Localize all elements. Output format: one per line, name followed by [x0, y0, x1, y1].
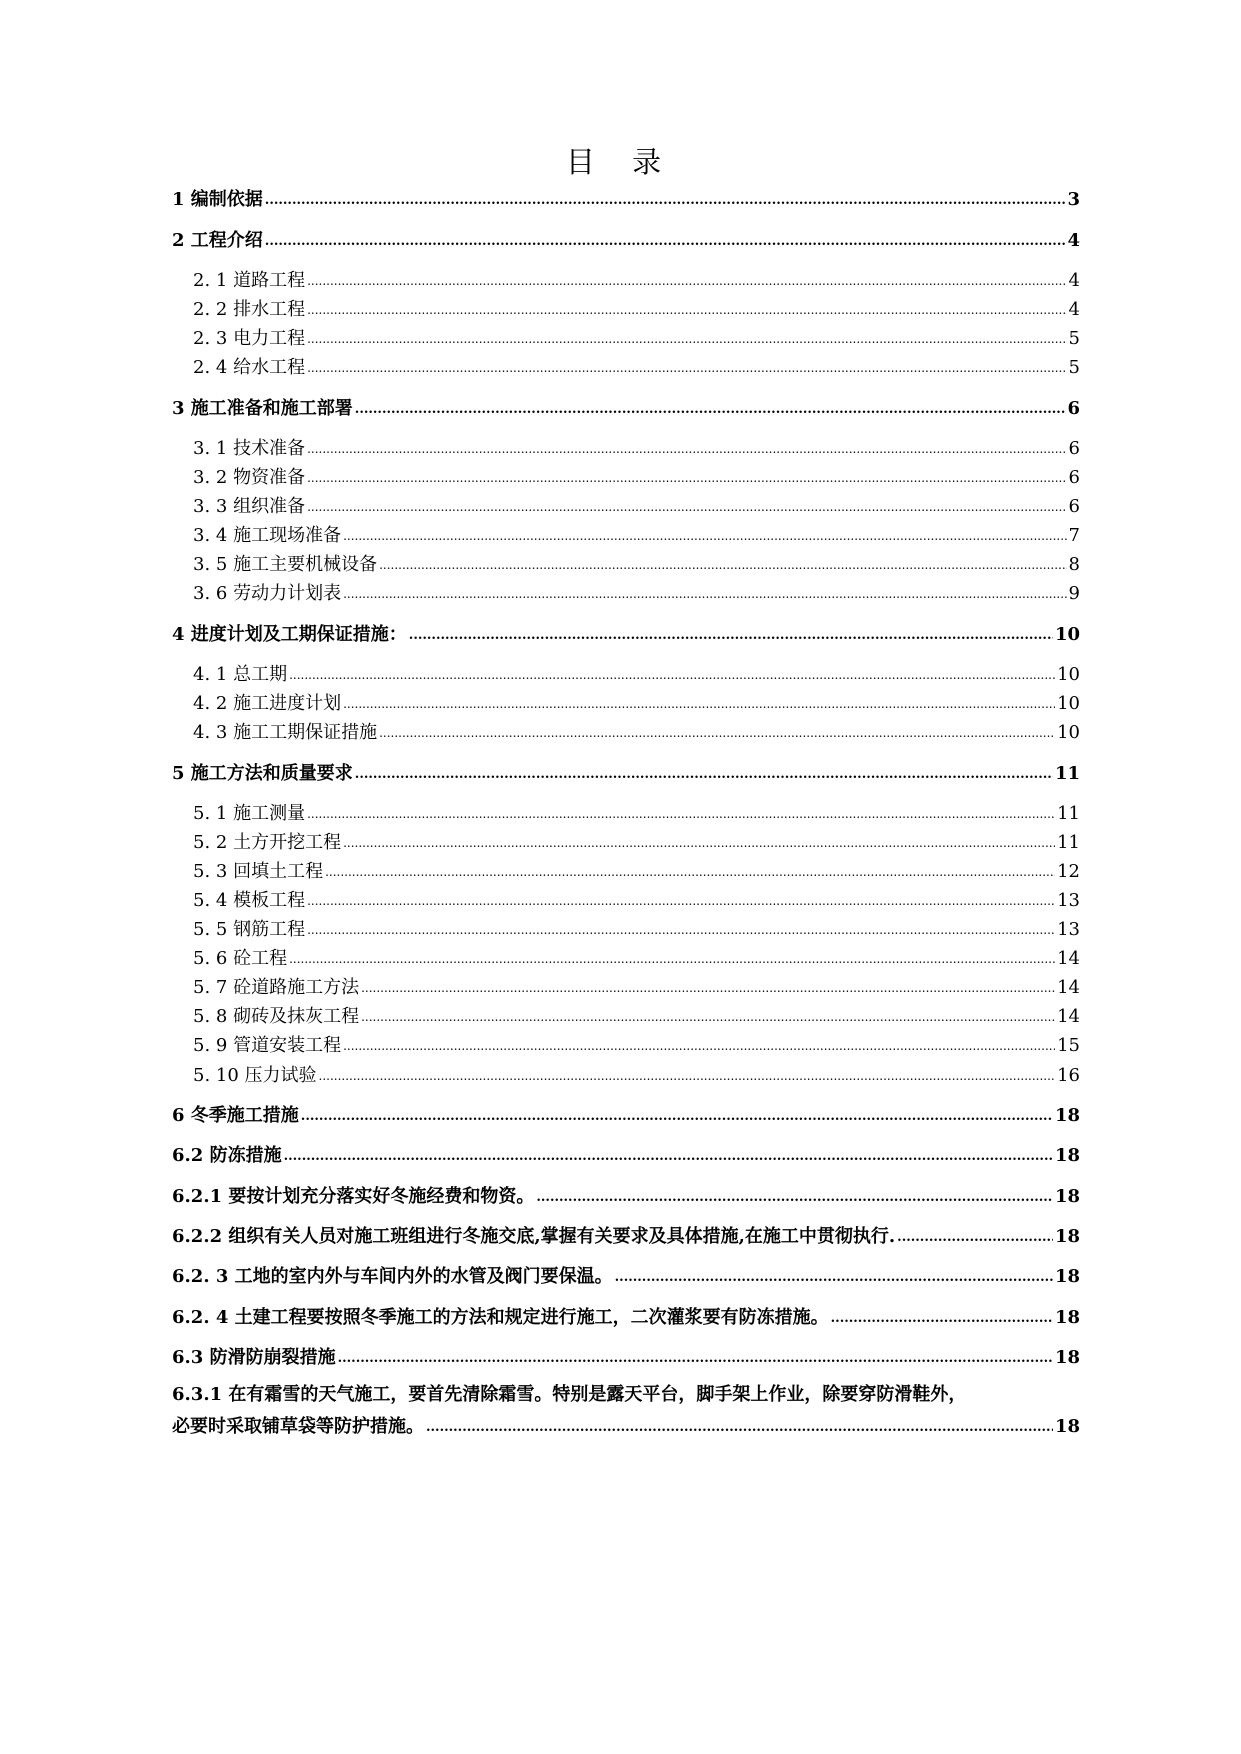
toc-leader-dots: [307, 355, 1066, 380]
toc-entry[interactable]: [172, 1306, 1080, 1332]
toc-entry-label: 3. 2 物资准备: [193, 467, 306, 488]
toc-entry-label: 6.2.1 要按计划充分落实好冬施经费和物资。: [172, 1186, 535, 1207]
toc-entry-label: 2. 4 给水工程: [193, 357, 306, 378]
toc-entry-page: 18: [1054, 1145, 1080, 1166]
toc-entry[interactable]: [172, 1144, 1080, 1170]
toc-leader-dots: [289, 662, 1055, 687]
toc-leader-dots: [265, 187, 1066, 213]
toc-entry-label: 6 冬季施工措施: [172, 1105, 299, 1126]
toc-entry-label: 2. 1 道路工程: [193, 270, 306, 291]
toc-leader-dots: [343, 523, 1066, 548]
toc-leader-dots: [361, 975, 1055, 1000]
toc-entry-label: 5. 4 模板工程: [193, 890, 306, 911]
toc-entry[interactable]: [172, 1104, 1080, 1130]
toc-entry-label: 4. 3 施工工期保证措施: [193, 722, 378, 743]
toc-leader-dots: [307, 917, 1055, 942]
toc-entry-label: 6.3 防滑防崩裂措施: [172, 1347, 336, 1368]
toc-entry[interactable]: [172, 188, 1080, 214]
toc-entry-label: 3. 4 施工现场准备: [193, 525, 342, 546]
toc-entry-page: 11: [1054, 763, 1080, 784]
toc-entry-page: 11: [1057, 832, 1080, 853]
toc-entry-page: 12: [1057, 861, 1080, 882]
toc-entry-label: 5. 1 施工测量: [193, 803, 306, 824]
toc-leader-dots: [897, 1224, 1053, 1250]
toc-entry-label: 6.2. 3 工地的室内外与车间内外的水管及阀门要保温。: [172, 1266, 613, 1287]
toc-entry-page: 7: [1068, 525, 1080, 546]
toc-entry-label: 2 工程介绍: [172, 230, 263, 251]
toc-leader-dots: [536, 1184, 1053, 1210]
toc-entry-page: 8: [1068, 554, 1080, 575]
toc-leader-dots: [379, 720, 1055, 745]
toc-entry-label: 3. 5 施工主要机械设备: [193, 554, 378, 575]
toc-entry-label: 2. 3 电力工程: [193, 328, 306, 349]
toc-entry-label: 5. 10 压力试验: [193, 1065, 317, 1086]
toc-entry[interactable]: [193, 1064, 1080, 1089]
toc-entry-page: 14: [1057, 1006, 1080, 1027]
toc-leader-dots: [307, 436, 1066, 461]
toc-entry[interactable]: [193, 356, 1080, 381]
toc-entry-page: 18: [1054, 1105, 1080, 1126]
toc-entry-label: 5 施工方法和质量要求: [172, 763, 353, 784]
toc-entry-page: 18: [1054, 1226, 1080, 1247]
toc-entry-label: 4. 2 施工进度计划: [193, 693, 342, 714]
toc-leader-dots: [355, 761, 1053, 787]
toc-entry-label: 6.3.1 在有霜雪的天气施工，要首先清除霜雪。特别是露天平台，脚手架上作业，除要穿防滑鞋外，: [172, 1384, 967, 1405]
toc-entry-page: 6: [1067, 398, 1080, 419]
toc-entry-page: 9: [1068, 583, 1080, 604]
toc-entry[interactable]: [193, 327, 1080, 352]
toc-leader-dots: [426, 1410, 1053, 1444]
toc-entry-page: 5: [1068, 357, 1080, 378]
toc-entry-page: 6: [1068, 438, 1080, 459]
toc-leader-dots: [301, 1103, 1053, 1129]
toc-entry[interactable]: [193, 298, 1080, 323]
toc-leader-dots: [307, 268, 1066, 293]
toc-entry-label: 5. 9 管道安装工程: [193, 1035, 342, 1056]
toc-entry[interactable]: [172, 623, 1080, 649]
toc-leader-dots: [307, 888, 1055, 913]
toc-entry-page: 18: [1054, 1307, 1080, 1328]
toc-leader-dots: [343, 1033, 1055, 1058]
toc-entry[interactable]: [193, 976, 1080, 1001]
toc-entry-line2: [172, 1411, 1080, 1445]
toc-entry-page: 10: [1057, 693, 1080, 714]
toc-entry-multiline[interactable]: [172, 1379, 1080, 1445]
toc-entry-label: 1 编制依据: [172, 189, 263, 210]
toc-entry-page: 5: [1068, 328, 1080, 349]
toc-entry-label: 5. 7 砼道路施工方法: [193, 977, 360, 998]
toc-entry[interactable]: [193, 495, 1080, 520]
toc-entry[interactable]: [193, 466, 1080, 491]
toc-entry[interactable]: [193, 860, 1080, 885]
toc-entry[interactable]: [193, 269, 1080, 294]
toc-entry-label: 6.2. 4 土建工程要按照冬季施工的方法和规定进行施工，二次灌浆要有防冻措施。: [172, 1307, 829, 1328]
toc-entry[interactable]: [193, 437, 1080, 462]
toc-entry-page: 18: [1054, 1347, 1080, 1368]
toc-entry-page: 18: [1054, 1416, 1080, 1437]
toc-leader-dots: [265, 228, 1066, 254]
toc-leader-dots: [409, 622, 1053, 648]
toc-entry-page: 13: [1057, 919, 1080, 940]
toc-entry-page: 18: [1054, 1266, 1080, 1287]
toc-entry[interactable]: [193, 831, 1080, 856]
toc-leader-dots: [307, 297, 1066, 322]
toc-entry[interactable]: [172, 1265, 1080, 1291]
toc-entry[interactable]: [193, 582, 1080, 607]
toc-entry-page: 6: [1068, 496, 1080, 517]
toc-entry-label: 2. 2 排水工程: [193, 299, 306, 320]
toc-entry[interactable]: [172, 1225, 1080, 1251]
toc-leader-dots: [319, 1063, 1056, 1088]
toc-leader-dots: [355, 396, 1066, 422]
toc-entry[interactable]: [193, 721, 1080, 746]
toc-entry-page: 15: [1057, 1035, 1080, 1056]
toc-entry-page: 10: [1057, 664, 1080, 685]
toc-leader-dots: [307, 801, 1055, 826]
toc-entry-label: 5. 8 砌砖及抹灰工程: [193, 1006, 360, 1027]
toc-leader-dots: [361, 1004, 1055, 1029]
toc-entry-label-continued: 必要时采取铺草袋等防护措施。: [172, 1416, 424, 1437]
toc-entry-label: 6.2 防冻措施: [172, 1145, 282, 1166]
toc-entry[interactable]: [193, 802, 1080, 827]
toc-entry-page: 18: [1054, 1186, 1080, 1207]
toc-leader-dots: [289, 946, 1055, 971]
toc-leader-dots: [338, 1345, 1053, 1371]
toc-entry-page: 11: [1057, 803, 1080, 824]
toc-entry-page: 14: [1057, 977, 1080, 998]
toc-entry[interactable]: [172, 1185, 1080, 1211]
toc-entry-label: 6.2.2 组织有关人员对施工班组进行冬施交底,掌握有关要求及具体措施,在施工中贯彻执行.: [172, 1226, 896, 1247]
toc-leader-dots: [343, 691, 1055, 716]
toc-entry-label: 3. 1 技术准备: [193, 438, 306, 459]
toc-entry[interactable]: [172, 762, 1080, 788]
toc-entry-page: 16: [1057, 1065, 1080, 1086]
toc-entry-page: 10: [1054, 624, 1080, 645]
toc-entry[interactable]: [172, 397, 1080, 423]
toc-entry[interactable]: [193, 524, 1080, 549]
toc-entry-label: 5. 6 砼工程: [193, 948, 288, 969]
toc-entry-page: 14: [1057, 948, 1080, 969]
toc-leader-dots: [307, 494, 1066, 519]
toc-entry-page: 4: [1068, 299, 1080, 320]
toc-entry-page: 4: [1067, 230, 1080, 251]
toc-leader-dots: [307, 326, 1066, 351]
toc-leader-dots: [831, 1305, 1053, 1331]
toc-leader-dots: [284, 1143, 1053, 1169]
toc-entry-label: 4 进度计划及工期保证措施：: [172, 624, 407, 645]
toc-leader-dots: [343, 830, 1055, 855]
toc-entry-page: 10: [1057, 722, 1080, 743]
toc-entry[interactable]: [193, 918, 1080, 943]
toc-entry-label: 3. 3 组织准备: [193, 496, 306, 517]
toc-entry-label: 3. 6 劳动力计划表: [193, 583, 342, 604]
toc-entry-label: 5. 5 钢筋工程: [193, 919, 306, 940]
toc-entry[interactable]: [172, 229, 1080, 255]
toc-entry-page: 6: [1068, 467, 1080, 488]
toc-leader-dots: [615, 1264, 1053, 1290]
toc-leader-dots: [379, 552, 1066, 577]
toc-entry[interactable]: [172, 1346, 1080, 1372]
page-title: 目 录: [565, 145, 676, 179]
toc-entry-label: 3 施工准备和施工部署: [172, 398, 353, 419]
toc-entry[interactable]: [193, 1005, 1080, 1030]
toc-entry-page: 4: [1068, 270, 1080, 291]
toc-entry-page: 3: [1067, 189, 1080, 210]
toc-entry[interactable]: [193, 1034, 1080, 1059]
toc-entry[interactable]: [193, 947, 1080, 972]
toc-leader-dots: [307, 465, 1066, 490]
toc-entry-label: 4. 1 总工期: [193, 664, 288, 685]
toc-leader-dots: [325, 859, 1055, 884]
toc-entry[interactable]: [193, 553, 1080, 578]
toc-leader-dots: [343, 581, 1066, 606]
toc-entry[interactable]: [193, 663, 1080, 688]
toc-entry-page: 13: [1057, 890, 1080, 911]
toc-entry-label: 5. 2 土方开挖工程: [193, 832, 342, 853]
toc-entry[interactable]: [193, 889, 1080, 914]
toc-entry[interactable]: [193, 692, 1080, 717]
toc-entry-label: 5. 3 回填土工程: [193, 861, 324, 882]
